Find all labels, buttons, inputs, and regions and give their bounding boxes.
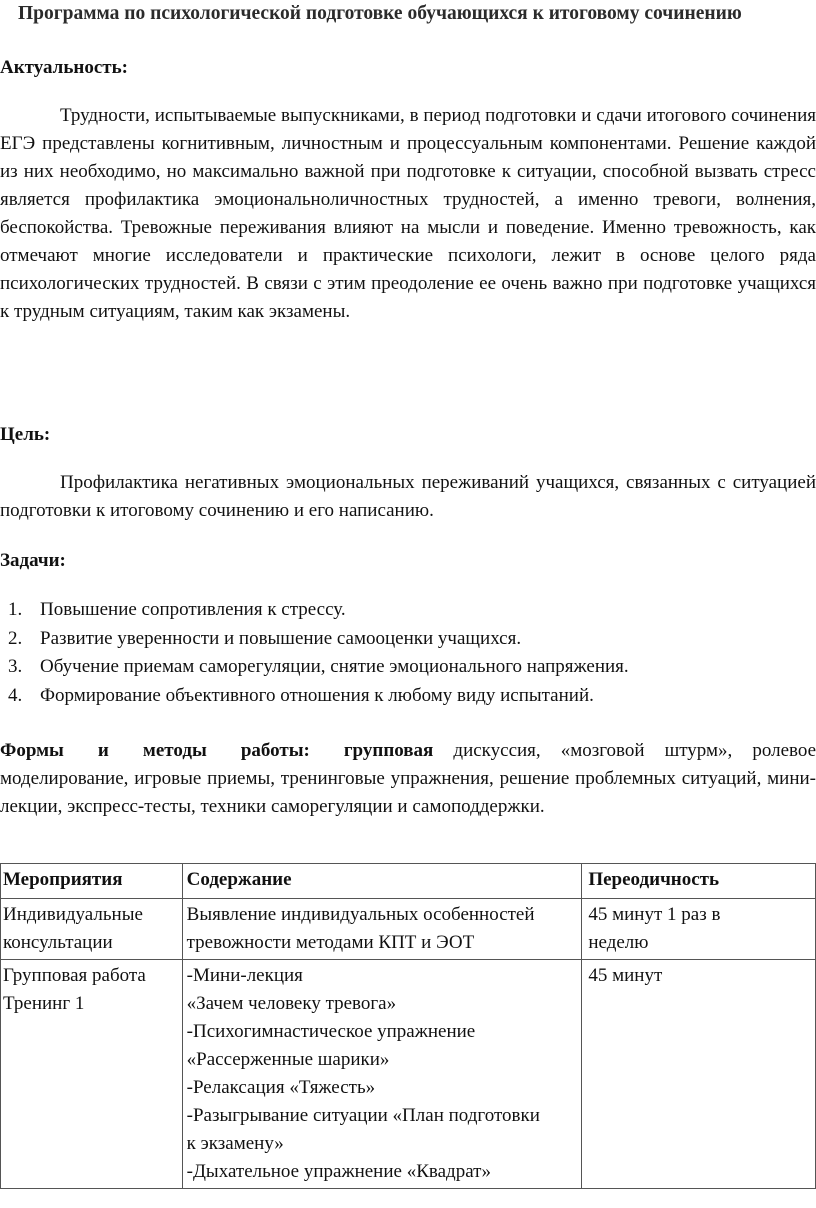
cell-line: консультации bbox=[3, 932, 113, 953]
cell-line: -Разыгрывание ситуации «План подготовки bbox=[186, 1105, 540, 1126]
cell-line: -Мини-лекция bbox=[186, 965, 303, 986]
cell-line: к экзамену» bbox=[186, 1133, 284, 1154]
methods-text: дискуссия, «мозговой штурм», ролевое моделирование, игровые приемы, тренинговые упражнения, решение проблемных ситуаций, мини-лекции, экспресс-тесты, техники саморегуляции и самоподдержки. bbox=[0, 740, 816, 817]
cell-line: неделю bbox=[588, 932, 649, 953]
goal-heading: Цель: bbox=[0, 424, 51, 445]
list-item-number: 1. bbox=[8, 599, 23, 620]
list-item bbox=[0, 682, 629, 711]
list-item-number: 3. bbox=[8, 656, 23, 677]
table-header-row bbox=[1, 864, 816, 899]
cell-line: Выявление индивидуальных особенностей bbox=[186, 904, 535, 925]
goal-text: Профилактика негативных эмоциональных переживаний учащихся, связанных с ситуацией подготовки к итоговому сочинению и его написанию. bbox=[0, 472, 816, 521]
table-cell-content bbox=[182, 899, 582, 960]
table-cell-event bbox=[1, 960, 183, 1189]
table-cell-period bbox=[582, 960, 816, 1189]
cell-line: «Зачем человеку тревога» bbox=[186, 993, 397, 1014]
relevance-paragraph bbox=[0, 102, 816, 326]
cell-line: -Психогимнастическое упражнение bbox=[186, 1021, 476, 1042]
relevance-heading: Актуальность: bbox=[0, 57, 128, 78]
cell-line: 45 минут bbox=[588, 965, 663, 986]
table-cell-event bbox=[1, 899, 183, 960]
list-item-text: Развитие уверенности и повышение самооценки учащихся. bbox=[40, 627, 522, 649]
methods-label: Формы и методы работы: групповая bbox=[0, 740, 434, 761]
cell-line: -Дыхательное упражнение «Квадрат» bbox=[186, 1161, 491, 1182]
list-item-number: 2. bbox=[8, 627, 23, 649]
cell-line: Групповая работа bbox=[3, 965, 146, 986]
list-item bbox=[0, 625, 629, 654]
cell-line: 45 минут 1 раз в bbox=[588, 904, 721, 925]
methods-paragraph bbox=[0, 737, 816, 821]
cell-line: Индивидуальные bbox=[3, 904, 143, 925]
list-item-text: Формирование объективного отношения к любому виду испытаний. bbox=[40, 684, 594, 706]
events-table bbox=[0, 863, 816, 1189]
cell-line: тревожности методами КПТ и ЭОТ bbox=[186, 932, 475, 953]
tasks-heading: Задачи: bbox=[0, 550, 66, 571]
document-title: Программа по психологической подготовке обучающихся к итоговому сочинению bbox=[18, 3, 742, 24]
cell-line: «Рассерженные шарики» bbox=[186, 1049, 390, 1070]
table-cell-period bbox=[582, 899, 816, 960]
column-header-period: Переодичность bbox=[582, 864, 816, 899]
cell-line: -Релаксация «Тяжесть» bbox=[186, 1077, 376, 1098]
tasks-list bbox=[0, 596, 629, 710]
table-row bbox=[1, 899, 816, 960]
table-cell-content bbox=[182, 960, 582, 1189]
list-item bbox=[0, 596, 629, 625]
goal-paragraph bbox=[0, 469, 816, 525]
list-item-number: 4. bbox=[8, 684, 23, 706]
list-item bbox=[0, 653, 629, 682]
cell-line: Тренинг 1 bbox=[3, 993, 85, 1014]
list-item-text: Повышение сопротивления к стрессу. bbox=[40, 599, 346, 620]
column-header-events: Мероприятия bbox=[1, 864, 183, 899]
relevance-text: Трудности, испытываемые выпускниками, в период подготовки и сдачи итогового сочинения ЕГЭ представлены когнитивным, личностным и процессуальным компонентами. Решение каждой из них необходимо, но максимально важной при подготовке к ситуации, способной вызвать стресс является профилактика эмоциональноличностных трудностей, а именно тревоги, волнения, беспокойства. Тревожные переживания влияют на мысли и поведение. Именно тревожность, как отмечают многие исследователи и практические психологи, лежит в основе целого ряда психологических трудностей. В связи с этим преодоление ее очень важно при подготовке учащихся к трудным ситуациям, таким как экзамены. bbox=[0, 105, 816, 322]
table-row bbox=[1, 960, 816, 1189]
list-item-text: Обучение приемам саморегуляции, снятие эмоционального напряжения. bbox=[40, 656, 629, 677]
column-header-content: Содержание bbox=[182, 864, 582, 899]
